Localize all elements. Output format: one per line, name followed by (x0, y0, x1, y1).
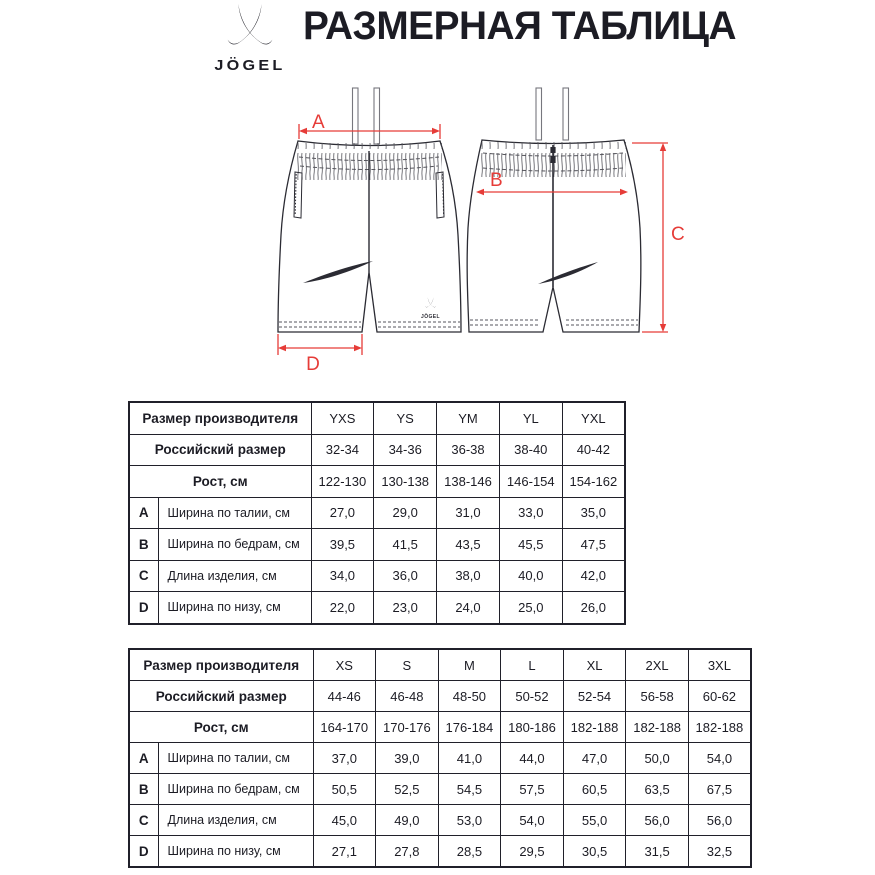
size-table-youth (128, 401, 626, 625)
measure-value-cell: 29,0 (374, 497, 437, 529)
table-measure-row (129, 529, 625, 561)
dimension-letter-cell: D (129, 836, 158, 868)
size-header-cell: 182-188 (688, 712, 751, 743)
size-header-cell: XL (563, 649, 626, 681)
size-header-cell: YM (437, 402, 500, 434)
measure-value-cell: 28,5 (438, 836, 501, 868)
table-header-row (129, 712, 751, 743)
size-header-cell: 40-42 (562, 434, 625, 466)
size-header-cell: M (438, 649, 501, 681)
measure-value-cell: 36,0 (374, 560, 437, 592)
table-header-row (129, 466, 625, 498)
dim-label-a: A (312, 112, 325, 133)
measure-value-cell: 44,0 (501, 743, 564, 774)
back-drawstrings-icon (536, 88, 569, 140)
measure-value-cell: 34,0 (311, 560, 374, 592)
measure-name-cell: Ширина по низу, см (158, 836, 313, 868)
table-header-row (129, 681, 751, 712)
size-header-cell: 52-54 (563, 681, 626, 712)
shorts-front-view (278, 88, 461, 332)
size-header-cell: 164-170 (313, 712, 376, 743)
measure-value-cell: 54,0 (501, 805, 564, 836)
front-drawstrings-icon (353, 88, 380, 144)
size-header-cell: 154-162 (562, 466, 625, 498)
size-table-adult (128, 648, 752, 868)
size-header-cell: 60-62 (688, 681, 751, 712)
measure-value-cell: 50,5 (313, 774, 376, 805)
size-header-cell: 130-138 (374, 466, 437, 498)
size-header-cell: 182-188 (626, 712, 689, 743)
measure-name-cell: Ширина по низу, см (158, 592, 311, 624)
size-header-cell: 50-52 (501, 681, 564, 712)
size-header-cell: 180-186 (501, 712, 564, 743)
table-header-row (129, 434, 625, 466)
measure-value-cell: 31,0 (437, 497, 500, 529)
size-header-cell: L (501, 649, 564, 681)
dimension-letter-cell: C (129, 805, 158, 836)
size-header-cell: 44-46 (313, 681, 376, 712)
dim-label-b: B (490, 170, 503, 191)
measure-name-cell: Длина изделия, см (158, 560, 311, 592)
table-measure-row (129, 592, 625, 624)
size-header-cell: YXS (311, 402, 374, 434)
table-measure-row (129, 836, 751, 868)
measure-value-cell: 47,0 (563, 743, 626, 774)
measure-value-cell: 50,0 (626, 743, 689, 774)
measure-name-cell: Ширина по талии, см (158, 743, 313, 774)
measure-value-cell: 56,0 (626, 805, 689, 836)
measure-value-cell: 30,5 (563, 836, 626, 868)
size-header-cell: 36-38 (437, 434, 500, 466)
table-measure-row (129, 497, 625, 529)
measure-value-cell: 60,5 (563, 774, 626, 805)
measure-value-cell: 29,5 (501, 836, 564, 868)
measure-value-cell: 26,0 (562, 592, 625, 624)
size-header-cell: 56-58 (626, 681, 689, 712)
measure-value-cell: 39,0 (376, 743, 439, 774)
measure-value-cell: 67,5 (688, 774, 751, 805)
header-row-label: Рост, см (129, 466, 311, 498)
measure-value-cell: 42,0 (562, 560, 625, 592)
measure-name-cell: Длина изделия, см (158, 805, 313, 836)
dim-label-d: D (306, 354, 320, 375)
table-measure-row (129, 805, 751, 836)
dimension-letter-cell: D (129, 592, 158, 624)
measure-value-cell: 37,0 (313, 743, 376, 774)
shorts-measurement-diagram (0, 0, 875, 395)
table-header-row (129, 649, 751, 681)
measure-value-cell: 27,8 (376, 836, 439, 868)
header-row-label: Российский размер (129, 681, 313, 712)
measure-name-cell: Ширина по талии, см (158, 497, 311, 529)
measure-value-cell: 27,0 (311, 497, 374, 529)
size-header-cell: 46-48 (376, 681, 439, 712)
measure-value-cell: 56,0 (688, 805, 751, 836)
measure-value-cell: 35,0 (562, 497, 625, 529)
size-header-cell: YS (374, 402, 437, 434)
measure-value-cell: 25,0 (499, 592, 562, 624)
table-measure-row (129, 560, 625, 592)
measure-value-cell: 41,0 (438, 743, 501, 774)
size-header-cell: YXL (562, 402, 625, 434)
size-header-cell: 2XL (626, 649, 689, 681)
measure-value-cell: 40,0 (499, 560, 562, 592)
size-header-cell: 176-184 (438, 712, 501, 743)
measure-name-cell: Ширина по бедрам, см (158, 774, 313, 805)
measure-name-cell: Ширина по бедрам, см (158, 529, 311, 561)
size-header-cell: 138-146 (437, 466, 500, 498)
size-header-cell: 122-130 (311, 466, 374, 498)
header-row-label: Российский размер (129, 434, 311, 466)
measure-value-cell: 55,0 (563, 805, 626, 836)
measure-value-cell: 57,5 (501, 774, 564, 805)
measure-value-cell: 38,0 (437, 560, 500, 592)
measure-value-cell: 47,5 (562, 529, 625, 561)
dim-label-c: C (671, 224, 685, 245)
shorts-back-view (467, 88, 641, 332)
front-leg-logo-text: JÖGEL (421, 314, 440, 320)
measure-value-cell: 45,0 (313, 805, 376, 836)
dimension-letter-cell: B (129, 774, 158, 805)
measure-value-cell: 63,5 (626, 774, 689, 805)
size-header-cell: YL (499, 402, 562, 434)
measure-value-cell: 31,5 (626, 836, 689, 868)
measure-value-cell: 53,0 (438, 805, 501, 836)
size-header-cell: 146-154 (499, 466, 562, 498)
size-header-cell: XS (313, 649, 376, 681)
measure-value-cell: 23,0 (374, 592, 437, 624)
measure-value-cell: 33,0 (499, 497, 562, 529)
size-header-cell: 170-176 (376, 712, 439, 743)
measure-value-cell: 54,0 (688, 743, 751, 774)
size-header-cell: S (376, 649, 439, 681)
table-measure-row (129, 743, 751, 774)
size-header-cell: 32-34 (311, 434, 374, 466)
table-header-row (129, 402, 625, 434)
table-measure-row (129, 774, 751, 805)
measure-value-cell: 41,5 (374, 529, 437, 561)
dimension-letter-cell: A (129, 743, 158, 774)
measure-value-cell: 49,0 (376, 805, 439, 836)
measure-value-cell: 39,5 (311, 529, 374, 561)
measure-value-cell: 43,5 (437, 529, 500, 561)
measure-value-cell: 27,1 (313, 836, 376, 868)
header-row-label: Рост, см (129, 712, 313, 743)
measure-value-cell: 24,0 (437, 592, 500, 624)
size-header-cell: 3XL (688, 649, 751, 681)
page-title: РАЗМЕРНАЯ ТАБЛИЦА (303, 4, 737, 48)
brand-wordmark: JÖGEL (214, 57, 286, 74)
size-header-cell: 34-36 (374, 434, 437, 466)
size-header-cell: 48-50 (438, 681, 501, 712)
measure-value-cell: 22,0 (311, 592, 374, 624)
dimension-letter-cell: A (129, 497, 158, 529)
measure-value-cell: 54,5 (438, 774, 501, 805)
dimension-letter-cell: B (129, 529, 158, 561)
measure-value-cell: 52,5 (376, 774, 439, 805)
size-header-cell: 182-188 (563, 712, 626, 743)
header-row-label: Размер производителя (129, 649, 313, 681)
header-row-label: Размер производителя (129, 402, 311, 434)
measure-value-cell: 45,5 (499, 529, 562, 561)
dimension-letter-cell: C (129, 560, 158, 592)
measure-value-cell: 32,5 (688, 836, 751, 868)
size-header-cell: 38-40 (499, 434, 562, 466)
